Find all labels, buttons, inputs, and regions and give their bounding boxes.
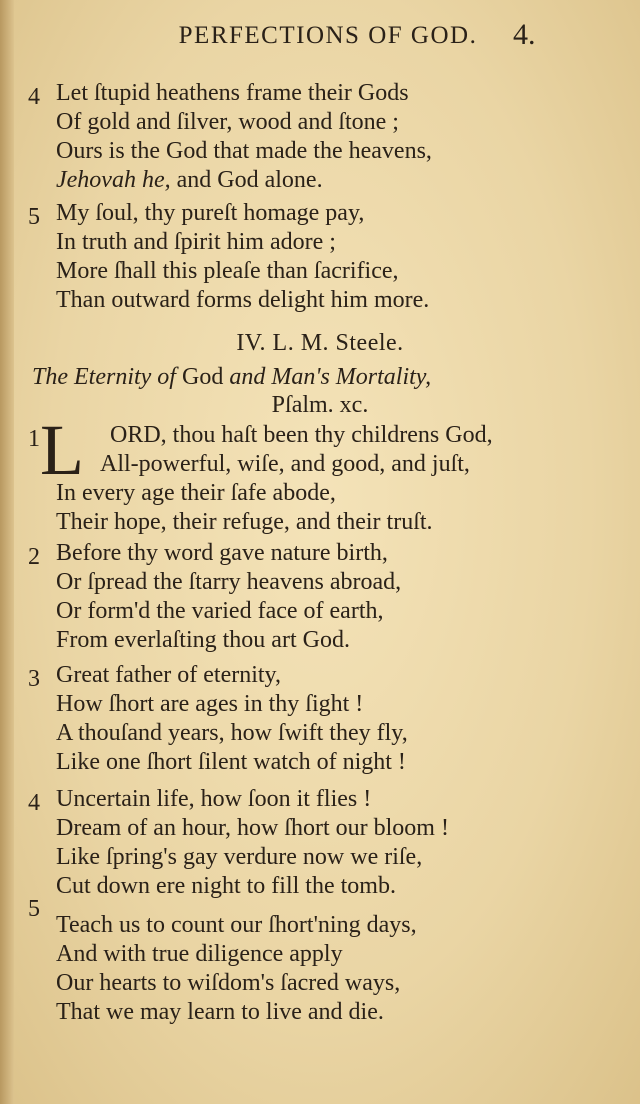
verse-line: That we may learn to live and die. <box>56 999 384 1025</box>
page-gutter <box>0 0 14 1104</box>
drop-cap: L <box>40 410 84 490</box>
hymn-heading: IV. L. M. Steele. <box>236 330 404 356</box>
verse-line: My ſoul, thy pureſt homage pay, <box>56 200 365 226</box>
stanza-number: 4 <box>28 84 40 110</box>
verse-line-end: and God alone. <box>176 167 323 193</box>
verse-line: In truth and ſpirit him adore ; <box>56 229 336 255</box>
italic-phrase: Jehovah he, <box>56 167 171 193</box>
running-header: PERFECTIONS OF GOD. <box>178 22 478 49</box>
stanza-number: 5 <box>28 896 40 922</box>
verse-line: Before thy word gave nature birth, <box>56 540 388 566</box>
verse-line: Let ſtupid heathens frame their Gods <box>56 80 409 106</box>
scripture-reference: Pſalm. xc. <box>271 392 369 418</box>
subtitle-roman: God <box>181 364 224 390</box>
verse-line: Our hearts to wiſdom's ſacred ways, <box>56 970 401 996</box>
verse-line: Teach us to count our ſhort'ning days, <box>56 912 417 938</box>
subtitle-italic-a: The Eternity of <box>32 364 176 390</box>
verse-line: Or form'd the varied face of earth, <box>56 598 384 624</box>
verse-line: All-powerful, wiſe, and good, and juſt, <box>100 451 470 477</box>
stanza-number: 4 <box>28 790 40 816</box>
verse-line: A thouſand years, how ſwift they fly, <box>56 720 408 746</box>
stanza-number: 2 <box>28 544 40 570</box>
verse-line: Like one ſhort ſilent watch of night ! <box>56 749 406 775</box>
verse-line: Than outward forms delight him more. <box>56 287 430 313</box>
stanza-number: 1 <box>28 426 40 452</box>
verse-line: Their hope, their refuge, and their truſt. <box>56 509 433 535</box>
verse-line: Ours is the God that made the heavens, <box>56 138 432 164</box>
verse-line: Like ſpring's gay verdure now we riſe, <box>56 844 423 870</box>
verse-line: More ſhall this pleaſe than ſacrifice, <box>56 258 399 284</box>
verse-line: In every age their ſafe abode, <box>56 480 336 506</box>
page-number: 4. <box>513 18 536 51</box>
verse-line: Of gold and ſilver, wood and ſtone ; <box>56 109 399 135</box>
verse-line: How ſhort are ages in thy ſight ! <box>56 691 364 717</box>
verse-line: And with true diligence apply <box>56 941 343 967</box>
subtitle-italic-b: and Man's Mortality, <box>229 364 432 390</box>
verse-line: Cut down ere night to fill the tomb. <box>56 873 396 899</box>
verse-line: From everlaſting thou art God. <box>56 627 350 653</box>
hymn-subtitle <box>32 364 622 391</box>
stanza-number: 5 <box>28 204 40 230</box>
verse-line: Uncertain life, how ſoon it flies ! <box>56 786 372 812</box>
verse-line: ORD, thou haſt been thy childrens God, <box>110 422 493 448</box>
stanza-number: 3 <box>28 666 40 692</box>
verse-line: Great father of eternity, <box>56 662 281 688</box>
verse-line <box>56 167 323 194</box>
verse-line: Or ſpread the ſtarry heavens abroad, <box>56 569 402 595</box>
verse-line: Dream of an hour, how ſhort our bloom ! <box>56 815 449 841</box>
